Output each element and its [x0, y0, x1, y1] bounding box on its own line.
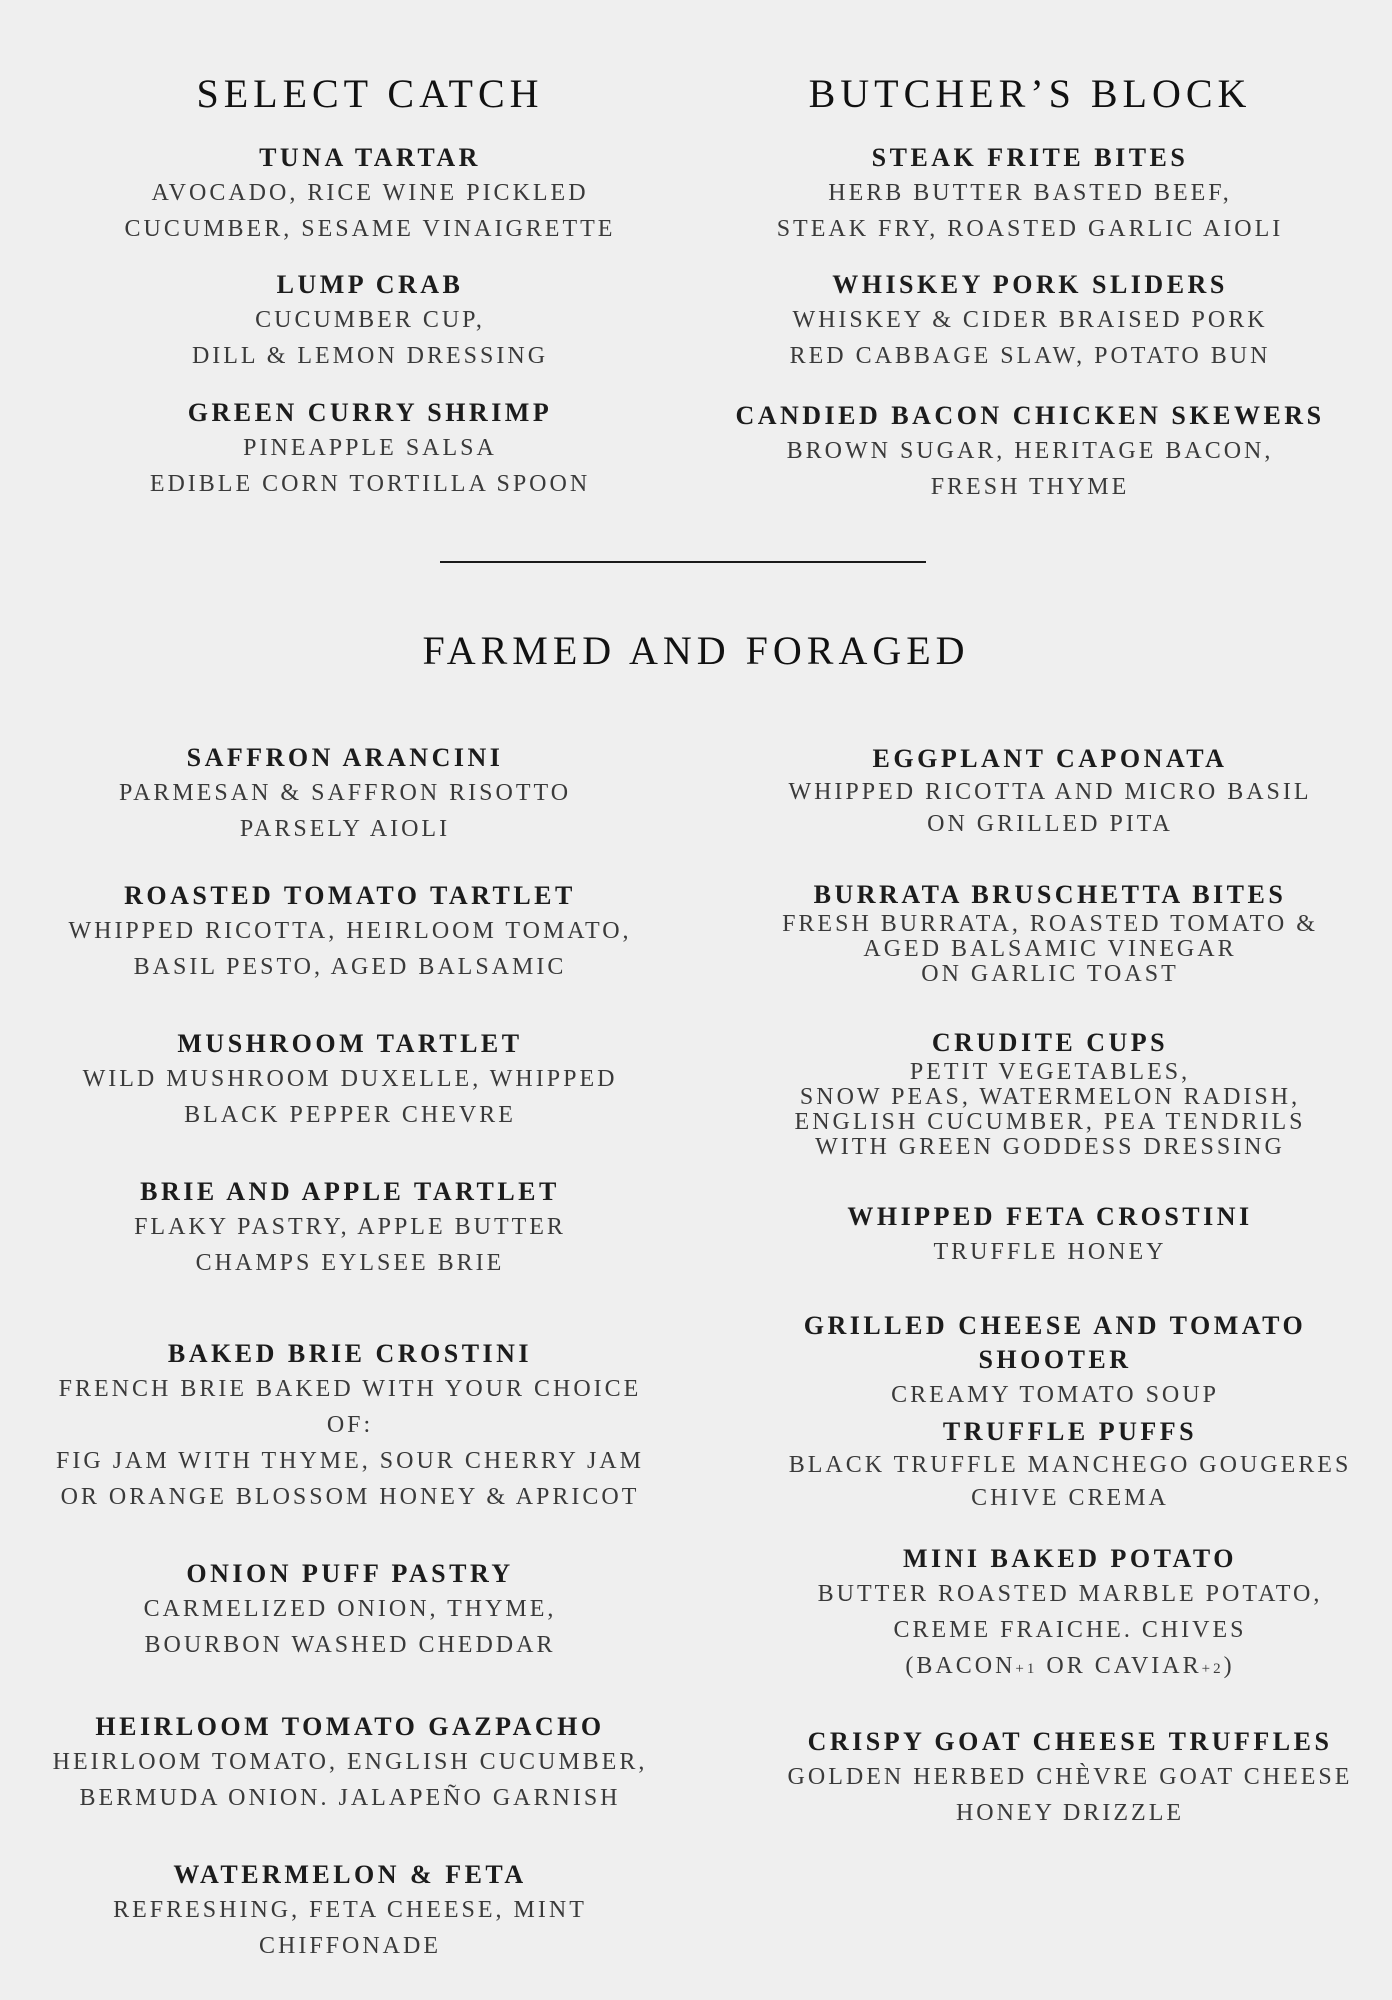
select-catch-title: SELECT CATCH: [196, 71, 544, 116]
item-description: PETIT VEGETABLES, SNOW PEAS, WATERMELON RADISH, ENGLISH CUCUMBER, PEA TENDRILS WITH GREEN GODDESS DRESSING: [794, 1059, 1306, 1160]
item-name: TRUFFLE PUFFS: [942, 1417, 1198, 1446]
item-name: GRILLED CHEESE AND TOMATO SHOOTER: [803, 1311, 1307, 1374]
menu-item-whiskey-pork-sliders: [720, 268, 1340, 374]
menu-item-green-curry-shrimp: [80, 396, 660, 502]
add-on-close: ): [1223, 1653, 1235, 1679]
item-name: ROASTED TOMATO TARTLET: [124, 881, 576, 910]
menu-item-brie-and-apple-tartlet: [20, 1175, 680, 1281]
item-description: AVOCADO, RICE WINE PICKLED CUCUMBER, SESAME VINAIGRETTE: [124, 180, 616, 242]
menu-item-whipped-feta-crostini: [740, 1200, 1360, 1270]
item-name: GREEN CURRY SHRIMP: [187, 398, 553, 427]
menu-item-burrata-bruschetta-bites: [740, 878, 1360, 987]
item-description: PINEAPPLE SALSA EDIBLE CORN TORTILLA SPOON: [149, 435, 591, 497]
menu-item-baked-brie-crostini: [20, 1337, 680, 1515]
menu-item-saffron-arancini: [20, 741, 670, 847]
menu-item-roasted-tomato-tartlet: [20, 879, 680, 985]
item-description: TRUFFLE HONEY: [933, 1239, 1167, 1265]
menu-item-crispy-goat-cheese-truffles: [760, 1725, 1380, 1831]
item-name: BURRATA BRUSCHETTA BITES: [813, 880, 1287, 909]
item-description: BLACK TRUFFLE MANCHEGO GOUGERES CHIVE CREMA: [788, 1452, 1352, 1511]
item-description: FRENCH BRIE BAKED WITH YOUR CHOICE OF: FIG JAM WITH THYME, SOUR CHERRY JAM OR ORANGE BLOSSOM HONEY & APRICOT: [56, 1376, 644, 1510]
item-description: CARMELIZED ONION, THYME, BOURBON WASHED CHEDDAR: [143, 1596, 557, 1658]
item-name: LUMP CRAB: [276, 270, 464, 299]
item-name: CANDIED BACON CHICKEN SKEWERS: [735, 401, 1325, 430]
item-description: WHIPPED RICOTTA AND MICRO BASIL ON GRILLED PITA: [788, 779, 1312, 837]
item-name: WHISKEY PORK SLIDERS: [832, 270, 1228, 299]
item-name: TUNA TARTAR: [259, 143, 481, 172]
item-name: STEAK FRITE BITES: [871, 143, 1189, 172]
item-description: FRESH BURRATA, ROASTED TOMATO & AGED BALSAMIC VINEGAR ON GARLIC TOAST: [782, 911, 1318, 987]
item-description: WHIPPED RICOTTA, HEIRLOOM TOMATO, BASIL PESTO, AGED BALSAMIC: [68, 918, 632, 980]
item-name: CRISPY GOAT CHEESE TRUFFLES: [807, 1727, 1333, 1756]
menu-item-candied-bacon-chicken-skewers: [720, 399, 1340, 505]
menu-item-crudite-cups: [740, 1026, 1360, 1160]
item-add-ons: [760, 1648, 1380, 1687]
menu-item-onion-puff-pastry: [20, 1557, 680, 1663]
menu-item-heirloom-tomato-gazpacho: [20, 1710, 680, 1816]
item-name: SAFFRON ARANCINI: [186, 743, 504, 772]
item-description: GOLDEN HERBED CHÈVRE GOAT CHEESE HONEY DRIZZLE: [787, 1764, 1353, 1826]
menu-item-mini-baked-potato: [760, 1542, 1380, 1687]
menu-item-steak-frite-bites: [720, 141, 1340, 247]
section-divider: [440, 561, 926, 563]
menu-item-truffle-puffs: [760, 1415, 1380, 1515]
item-name: BAKED BRIE CROSTINI: [167, 1339, 533, 1368]
item-name: CRUDITE CUPS: [931, 1028, 1169, 1057]
item-description: CREAMY TOMATO SOUP: [891, 1382, 1219, 1408]
item-name: EGGPLANT CAPONATA: [872, 744, 1228, 773]
add-on-caviar: OR CAVIAR: [1037, 1653, 1202, 1679]
farmed-and-foraged-title: FARMED AND FORAGED: [422, 628, 970, 673]
item-name: WHIPPED FETA CROSTINI: [847, 1202, 1253, 1231]
menu-item-watermelon-and-feta: [20, 1858, 680, 1964]
item-description: BROWN SUGAR, HERITAGE BACON, FRESH THYME: [786, 438, 1274, 500]
item-description: HEIRLOOM TOMATO, ENGLISH CUCUMBER, BERMUDA ONION. JALAPEÑO GARNISH: [52, 1749, 648, 1811]
caviar-price: +2: [1201, 1661, 1224, 1677]
menu-item-eggplant-caponata: [740, 742, 1360, 840]
item-description: BUTTER ROASTED MARBLE POTATO, CREME FRAICHE. CHIVES: [817, 1581, 1323, 1643]
butchers-block-title: BUTCHER’S BLOCK: [808, 71, 1252, 116]
item-description: WILD MUSHROOM DUXELLE, WHIPPED BLACK PEPPER CHEVRE: [82, 1066, 618, 1128]
menu-item-tuna-tartar: [80, 141, 660, 247]
item-name: MINI BAKED POTATO: [903, 1544, 1237, 1573]
add-on-bacon: (BACON: [905, 1653, 1016, 1679]
menu-item-grilled-cheese-tomato-shooter: [740, 1309, 1370, 1413]
item-description: CUCUMBER CUP, DILL & LEMON DRESSING: [191, 307, 549, 369]
item-description: PARMESAN & SAFFRON RISOTTO PARSELY AIOLI: [118, 780, 572, 842]
item-name: BRIE AND APPLE TARTLET: [140, 1177, 560, 1206]
menu-item-mushroom-tartlet: [20, 1027, 680, 1133]
item-description: REFRESHING, FETA CHEESE, MINT CHIFFONADE: [113, 1897, 587, 1959]
item-name: MUSHROOM TARTLET: [177, 1029, 523, 1058]
item-description: FLAKY PASTRY, APPLE BUTTER CHAMPS EYLSEE BRIE: [134, 1214, 566, 1276]
item-description: HERB BUTTER BASTED BEEF, STEAK FRY, ROASTED GARLIC AIOLI: [776, 180, 1284, 242]
item-name: WATERMELON & FETA: [173, 1860, 527, 1889]
item-name: ONION PUFF PASTRY: [186, 1559, 514, 1588]
menu-item-lump-crab: [80, 268, 660, 374]
item-name: HEIRLOOM TOMATO GAZPACHO: [95, 1712, 605, 1741]
item-description: WHISKEY & CIDER BRAISED PORK RED CABBAGE SLAW, POTATO BUN: [789, 307, 1271, 369]
bacon-price: +1: [1015, 1661, 1038, 1677]
